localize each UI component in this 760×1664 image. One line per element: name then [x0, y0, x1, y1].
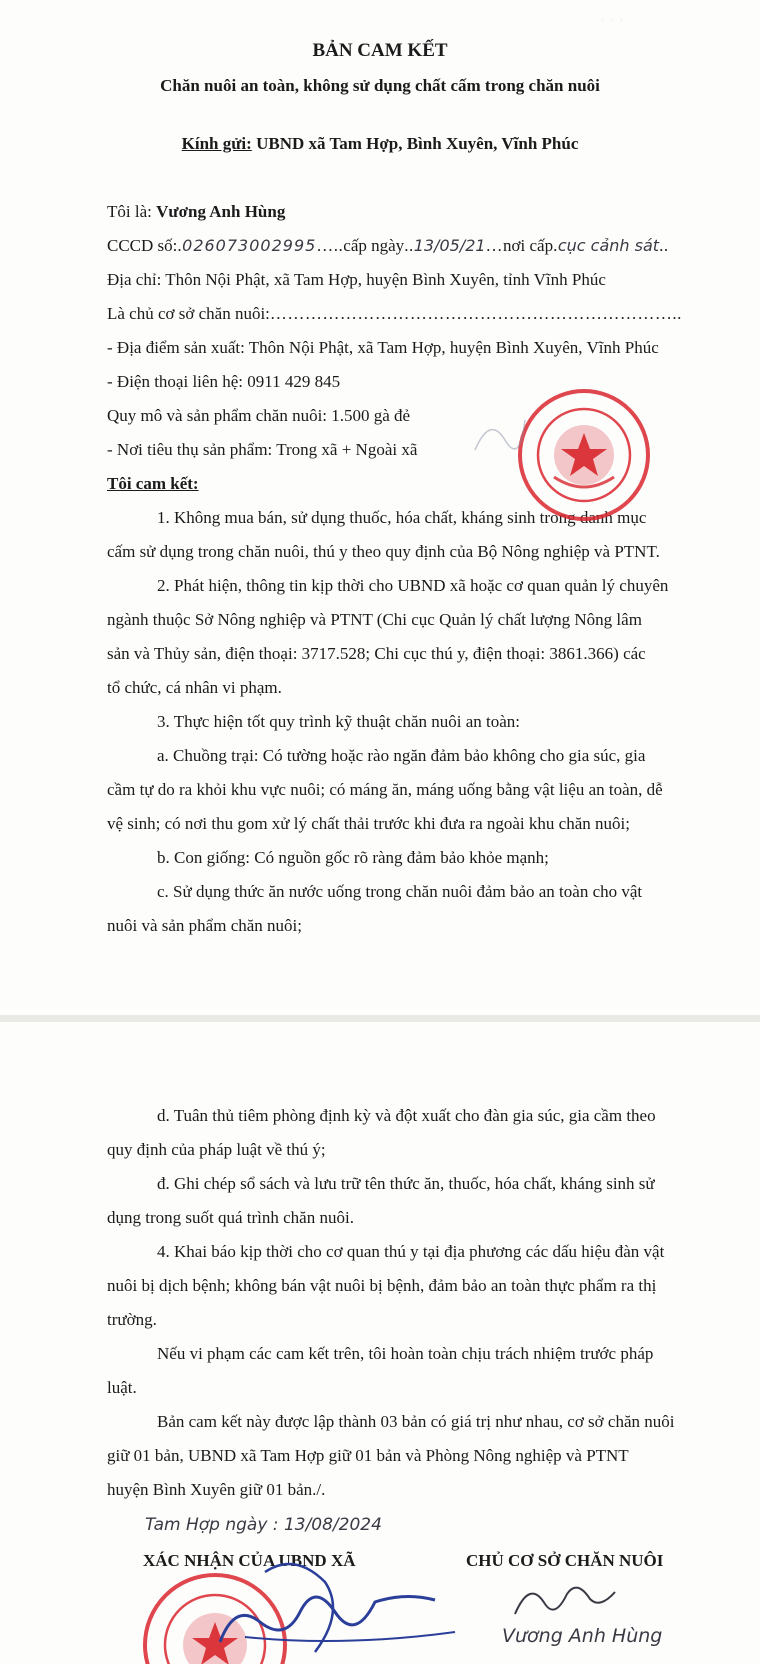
body-line: sản và Thủy sản, điện thoại: 3717.528; Chi cục thú y, điện thoại: 3861.366) các: [107, 644, 646, 663]
owner-label: Là chủ cơ sở chăn nuôi:: [107, 304, 270, 323]
document-title: BẢN CAM KẾT: [312, 40, 448, 61]
body-line: đ. Ghi chép sổ sách và lưu trữ tên thức ăn, thuốc, hóa chất, kháng sinh sử: [157, 1174, 655, 1193]
body-line: b. Con giống: Có nguồn gốc rõ ràng đảm bảo khỏe mạnh;: [157, 848, 549, 867]
owner-signature-name: Vương Anh Hùng: [502, 1625, 663, 1647]
location-line: - Địa điểm sản xuất: Thôn Nội Phật, xã Tam Hợp, huyện Bình Xuyên, Vĩnh Phúc: [107, 338, 659, 357]
body-line: ngành thuộc Sở Nông nghiệp và PTNT (Chi cục Quản lý chất lượng Nông lâm: [107, 610, 642, 629]
body-line: cầm tự do ra khỏi khu vực nuôi; có máng ăn, máng uống bằng vật liệu an toàn, dễ: [107, 780, 663, 799]
body-line: nuôi bị dịch bệnh; không bán vật nuôi bị bệnh, đảm bảo an toàn thực phẩm ra thị: [107, 1276, 657, 1295]
document-subtitle: Chăn nuôi an toàn, không sử dụng chất cấm trong chăn nuôi: [160, 76, 600, 95]
body-line: quy định của pháp luật về thú ý;: [107, 1140, 326, 1159]
market-line: - Nơi tiêu thụ sản phẩm: Trong xã + Ngoài xã: [107, 440, 418, 459]
address-line: Địa chỉ: Thôn Nội Phật, xã Tam Hợp, huyện Bình Xuyên, tỉnh Vĩnh Phúc: [107, 270, 606, 289]
body-line: 3. Thực hiện tốt quy trình kỹ thuật chăn nuôi an toàn:: [157, 712, 521, 731]
owner-signature-icon: [505, 1574, 625, 1624]
body-line: 2. Phát hiện, thông tin kịp thời cho UBND xã hoặc cơ quan quản lý chuyên: [157, 576, 669, 595]
bleed-through-text: · · ·: [600, 12, 624, 29]
cccd-line: CCCD số:.026073002995…..cấp ngày..13/05/21…nơi cấp.cục cảnh sát..: [107, 236, 669, 255]
cccd-label: CCCD số:: [107, 236, 178, 255]
body-line: giữ 01 bản, UBND xã Tam Hợp giữ 01 bản và Phòng Nông nghiệp và PTNT: [107, 1446, 629, 1465]
body-line: Nếu vi phạm các cam kết trên, tôi hoàn toàn chịu trách nhiệm trước pháp: [157, 1344, 654, 1363]
body-line: huyện Bình Xuyên giữ 01 bản./.: [107, 1480, 326, 1499]
official-stamp-icon: [514, 385, 654, 525]
addressee-value: UBND xã Tam Hợp, Bình Xuyên, Vĩnh Phúc: [256, 134, 579, 153]
owner-line: Là chủ cơ sở chăn nuôi:……………………………………………………………..: [107, 304, 682, 323]
issue-date-value: 13/05/21: [413, 236, 486, 255]
body-line: luật.: [107, 1378, 137, 1397]
body-line: dụng trong suốt quá trình chăn nuôi.: [107, 1208, 354, 1227]
body-line: cấm sử dụng trong chăn nuôi, thú y theo quy định của Bộ Nông nghiệp và PTNT.: [107, 542, 660, 561]
signature-right-label: CHỦ CƠ SỞ CHĂN NUÔI: [466, 1551, 664, 1570]
signature-left-label: XÁC NHẬN CỦA UBND XÃ: [143, 1551, 356, 1570]
body-line: nuôi và sản phẩm chăn nuôi;: [107, 916, 302, 935]
document-page-2: [0, 1022, 760, 1664]
cccd-value: 026073002995: [182, 236, 317, 255]
scale-line: Quy mô và sản phẩm chăn nuôi: 1.500 gà đẻ: [107, 406, 411, 425]
body-line: 4. Khai báo kịp thời cho cơ quan thú y tại địa phương các dấu hiệu đàn vật: [157, 1242, 665, 1261]
body-line: d. Tuân thủ tiêm phòng định kỳ và đột xuất cho đàn gia súc, gia cầm theo: [157, 1106, 656, 1125]
handwritten-date: Tam Hợp ngày : 13/08/2024: [145, 1515, 382, 1535]
body-line: a. Chuồng trại: Có tường hoặc rào ngăn đảm bảo không cho gia súc, gia: [157, 746, 646, 765]
page-separator: [0, 1015, 760, 1022]
body-line: Bản cam kết này được lập thành 03 bản có giá trị như nhau, cơ sở chăn nuôi: [157, 1412, 675, 1431]
name-line: [107, 201, 285, 223]
addressee-line: [0, 133, 760, 155]
body-line: c. Sử dụng thức ăn nước uống trong chăn nuôi đảm bảo an toàn cho vật: [157, 882, 643, 901]
body-line: tổ chức, cá nhân vi phạm.: [107, 678, 282, 697]
pen-mark-icon: [470, 410, 530, 460]
owner-name: Vương Anh Hùng: [156, 202, 286, 221]
name-label: Tôi là:: [107, 202, 152, 221]
official-signature-icon: [205, 1542, 465, 1664]
body-line: vệ sinh; có nơi thu gom xử lý chất thải trước khi đưa ra ngoài khu chăn nuôi;: [107, 814, 630, 833]
body-line: trường.: [107, 1310, 157, 1329]
commit-heading: Tôi cam kết:: [107, 474, 199, 493]
issue-date-label: cấp ngày: [343, 236, 405, 255]
issue-place-value: cục cảnh sát: [557, 236, 660, 255]
phone-line: - Điện thoại liên hệ: 0911 429 845: [107, 372, 341, 391]
body-line: 1. Không mua bán, sử dụng thuốc, hóa chất, kháng sinh trong danh mục: [157, 508, 647, 527]
addressee-label: Kính gửi:: [181, 134, 252, 153]
issue-place-label: nơi cấp: [503, 236, 554, 255]
